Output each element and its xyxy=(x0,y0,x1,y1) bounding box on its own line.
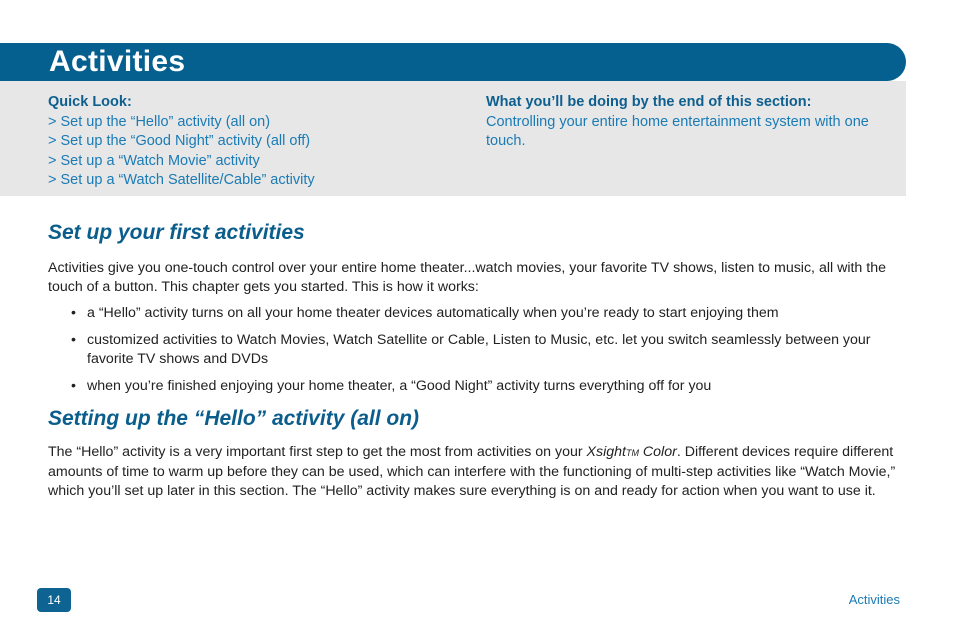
quick-look-column xyxy=(48,93,448,191)
section-heading-first-activities: Set up your first activities xyxy=(48,221,305,244)
footer-section-label: Activities xyxy=(848,592,900,607)
activities-bullet-list xyxy=(48,304,906,396)
chapter-title-bar xyxy=(0,43,906,81)
product-name-text: Xsight xyxy=(586,444,626,460)
bullet-glyph: • xyxy=(71,305,76,321)
paragraph-text-end: . Different devices require different amounts of time to warm up before they can be used, which can interfere with the functioning of multi-step activities like “Watch Movie,” which you’ll set up later in this section. The “Hello” activity makes sure everything is on and ready for action when you want to use it. xyxy=(48,444,896,499)
list-item xyxy=(48,377,906,396)
section-intro-paragraph: Activities give you one-touch control over your entire home theater...watch movies, your favorite TV shows, listen to music, all with the touch of a button. This chapter gets you started. This is how it works: xyxy=(48,260,886,295)
section-goal-column xyxy=(486,93,896,152)
quick-look-item-watch-movie: > Set up a “Watch Movie” activity xyxy=(48,152,260,169)
page-number-badge: 14 xyxy=(37,588,71,612)
bullet-glyph: • xyxy=(71,378,76,394)
product-name xyxy=(587,444,677,460)
page-content xyxy=(48,218,906,501)
quick-look-item-watch-satellite: > Set up a “Watch Satellite/Cable” activity xyxy=(48,172,315,188)
chapter-title: Activities xyxy=(49,45,186,78)
hello-activity-paragraph xyxy=(48,443,906,501)
section-goal-heading: What you’ll be doing by the end of this section: xyxy=(486,94,812,110)
section-heading-hello-activity: Setting up the “Hello” activity (all on) xyxy=(48,407,420,430)
quick-look-panel xyxy=(0,81,906,196)
list-item-text: a “Hello” activity turns on all your home theater devices automatically when you’re ready to start enjoying them xyxy=(87,305,779,321)
section-goal-text: Controlling your entire home entertainment system with one touch. xyxy=(486,113,869,149)
quick-look-item-good-night: > Set up the “Good Night” activity (all off) xyxy=(48,133,311,149)
list-item xyxy=(48,331,906,369)
list-item-text: customized activities to Watch Movies, Watch Satellite or Cable, Listen to Music, etc. let you switch seamlessly between your favorite TV shows and DVDs xyxy=(87,332,871,367)
list-item xyxy=(48,304,906,323)
product-name-suffix: Color xyxy=(638,444,677,460)
trademark-mark: TM xyxy=(625,448,639,458)
bullet-glyph: • xyxy=(71,332,76,348)
quick-look-item-hello: > Set up the “Hello” activity (all on) xyxy=(48,113,271,130)
paragraph-text-start: The “Hello” activity is a very important first step to get the most from activities on your xyxy=(48,444,587,460)
list-item-text: when you’re finished enjoying your home theater, a “Good Night” activity turns everything off for you xyxy=(87,378,712,394)
quick-look-heading: Quick Look: xyxy=(48,94,132,110)
